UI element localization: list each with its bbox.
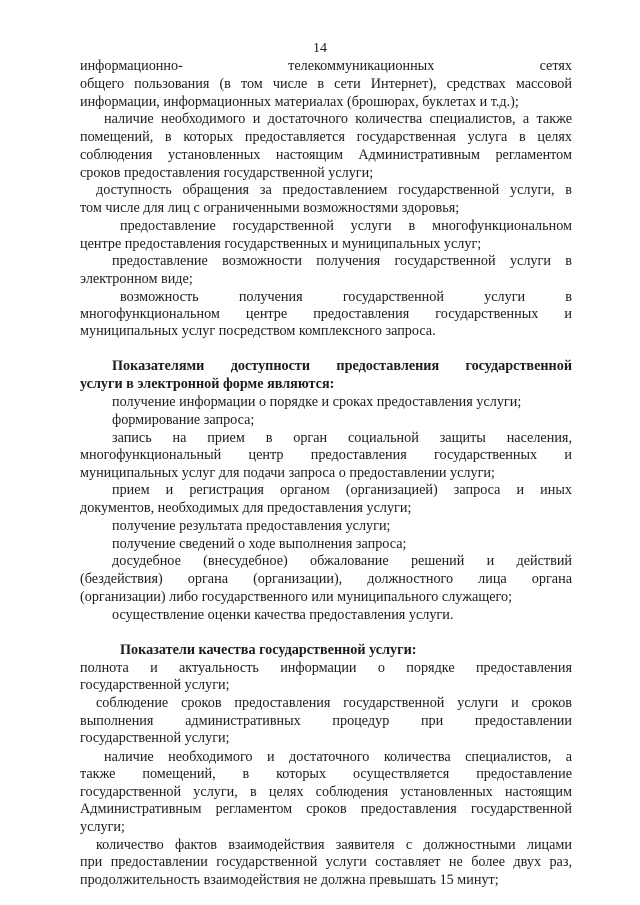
text-line: выполнения административных процедур при предоставлении <box>80 713 572 729</box>
text-line: соблюдение сроков предоставления государственной услуги и сроков <box>96 695 572 711</box>
text-line: наличие необходимого и достаточного количества специалистов, а также <box>104 111 572 127</box>
text-line: документов, необходимых для предоставления услуги; <box>80 500 412 516</box>
text-line: получение информации о порядке и сроках предоставления услуги; <box>112 394 522 410</box>
text-line: Административным регламентом сроков предоставления государственной <box>80 801 572 817</box>
text-line: помещений, в которых предоставляется государственная услуга в целях <box>80 129 572 145</box>
text-line: количество фактов взаимодействия заявителя с должностными лицами <box>96 837 572 853</box>
text-line: общего пользования (в том числе в сети Интернет), средствах массовой <box>80 76 572 92</box>
text-line: многофункциональный центр предоставления государственных и <box>80 447 572 463</box>
text-line: доступность обращения за предоставлением государственной услуги, в <box>96 182 572 198</box>
section-heading-line: Показатели качества государственной услуги: <box>120 642 417 658</box>
text-line: электронном виде; <box>80 271 193 287</box>
text-line: возможность получения государственной услуги в <box>120 289 572 305</box>
text-line: запись на прием в орган социальной защиты населения, <box>112 430 572 446</box>
text-line: соблюдения установленных настоящим Административным регламентом <box>80 147 572 163</box>
text-line: том числе для лиц с ограниченными возможностями здоровья; <box>80 200 460 216</box>
text-line: прием и регистрация органом (организацией) запроса и иных <box>112 482 572 498</box>
text-line: центре предоставления государственных и муниципальных услуг; <box>80 236 482 252</box>
text-line: государственной услуги; <box>80 677 230 693</box>
text-line: также помещений, в которых осуществляется предоставление <box>80 766 572 782</box>
section-heading-line: Показателями доступности предоставления государственной <box>112 358 572 374</box>
text-line: осуществление оценки качества предоставления услуги. <box>112 607 454 623</box>
text-line: многофункциональном центре предоставления государственных и <box>80 306 572 322</box>
text-line: предоставление государственной услуги в многофункциональном <box>120 218 572 234</box>
text-line: информации, информационных материалах (брошюрах, буклетах и т.д.); <box>80 94 519 110</box>
text-line: услуги; <box>80 819 125 835</box>
section-heading-line: услуги в электронной форме являются: <box>80 376 335 392</box>
text-line: получение сведений о ходе выполнения запроса; <box>112 536 407 552</box>
text-line: (бездействия) органа (организации), должностного лица органа <box>80 571 572 587</box>
text-line: (организации) либо государственного или муниципального служащего; <box>80 589 513 605</box>
text-line: полнота и актуальность информации о порядке предоставления <box>80 660 572 676</box>
page-number: 14 <box>313 41 327 56</box>
text-line: досудебное (внесудебное) обжалование решений и действий <box>112 553 572 569</box>
text-line: наличие необходимого и достаточного количества специалистов, а <box>104 749 572 765</box>
text-line: получение результата предоставления услуги; <box>112 518 391 534</box>
text-line: при предоставлении государственной услуги составляет не более двух раз, <box>80 854 572 870</box>
text-line: продолжительность взаимодействия не должна превышать 15 минут; <box>80 872 499 888</box>
text-line: формирование запроса; <box>112 412 255 428</box>
text-line: муниципальных услуг посредством комплексного запроса. <box>80 323 436 339</box>
text-line: государственной услуги, в целях соблюдения установленных настоящим <box>80 784 572 800</box>
text-line: государственной услуги; <box>80 730 230 746</box>
text-line: сроков предоставления государственной услуги; <box>80 165 374 181</box>
text-line: предоставление возможности получения государственной услуги в <box>112 253 572 269</box>
text-line: информационно- телекоммуникационных сетях <box>80 58 572 74</box>
text-line: муниципальных услуг для подачи запроса о предоставлении услуги; <box>80 465 495 481</box>
